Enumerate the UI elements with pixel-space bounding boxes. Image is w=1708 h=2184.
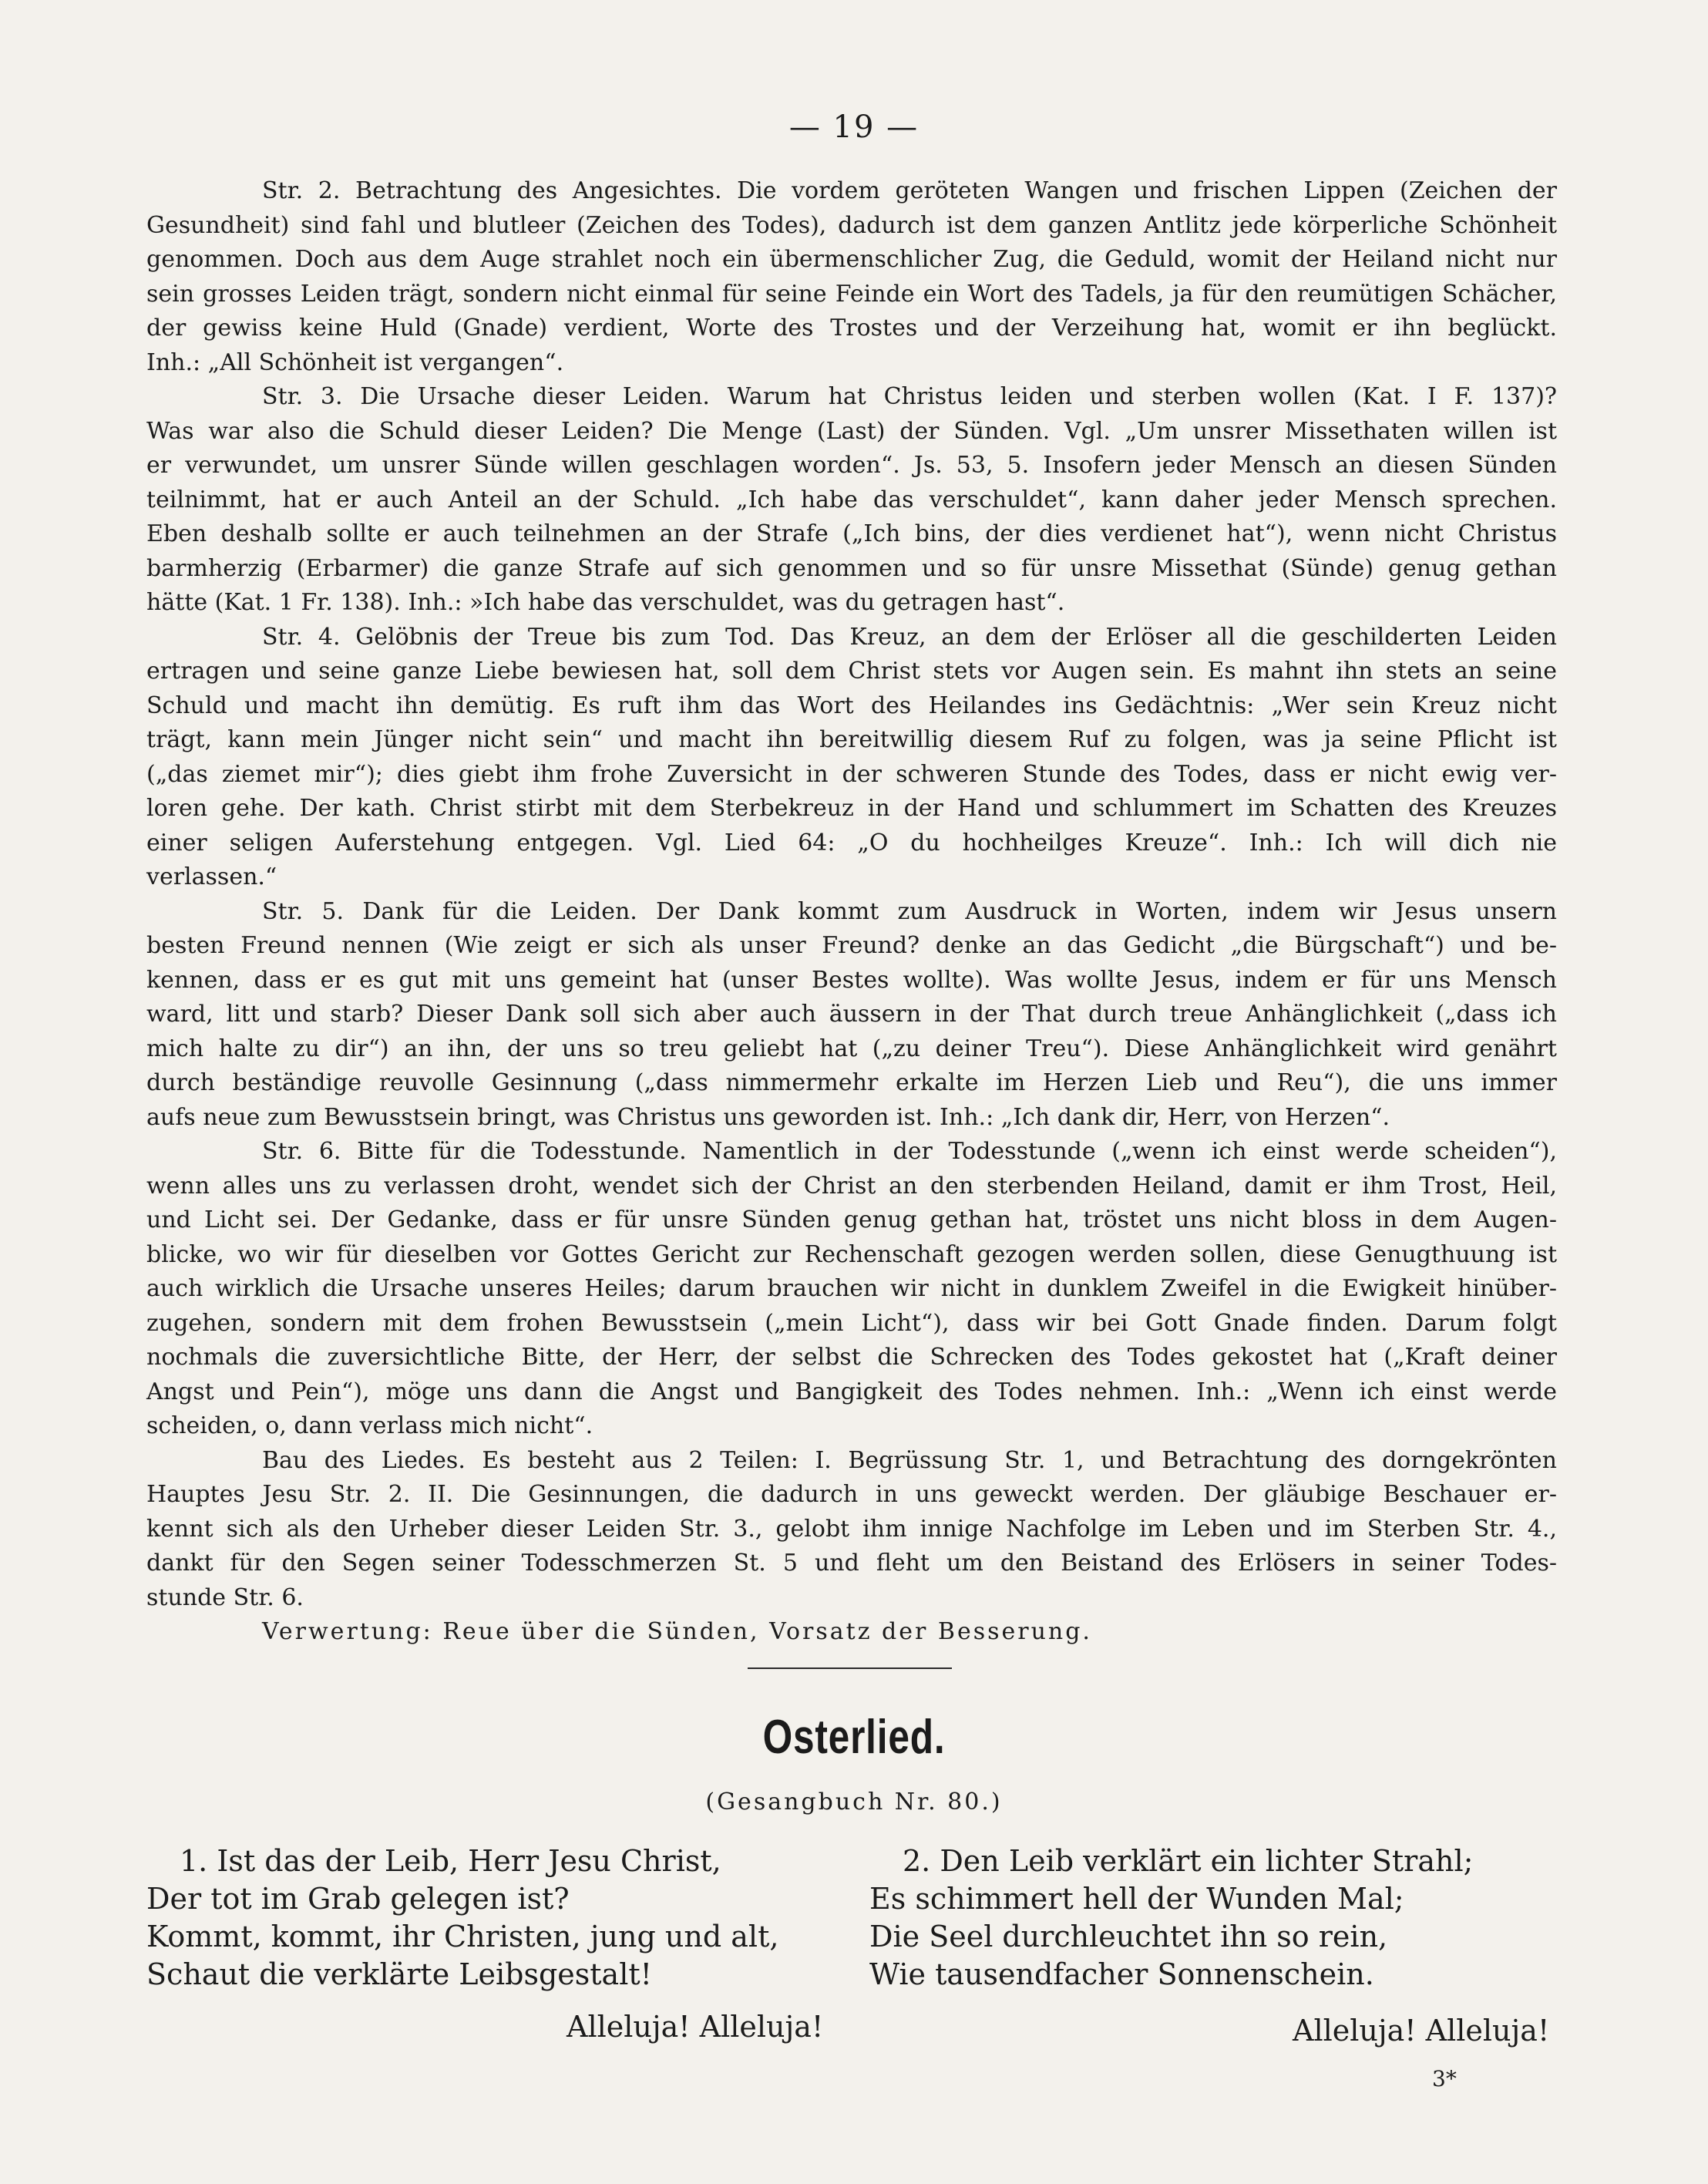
verse-line: Es schimmert hell der Wunden Mal;: [869, 1882, 1404, 1916]
text-line: und Licht sei. Der Gedanke, dass er für unsre Sünden genug gethan hat, tröstet uns nicht bloss in dem Augen-: [146, 1206, 1557, 1233]
text-line: ertragen und seine ganze Liebe bewiesen hat, soll dem Christ stets vor Augen sein. Es mahnt ihn stets an seine: [146, 658, 1557, 685]
section-divider: [748, 1667, 952, 1669]
text-line: genommen. Doch aus dem Auge strahlet noch ein übermenschlicher Zug, die Geduld, womit der Heiland nicht nur: [146, 246, 1557, 273]
text-line: Str. 4. Gelöbnis der Treue bis zum Tod. Das Kreuz, an dem der Erlöser all die geschilderten Leiden: [262, 623, 1557, 651]
text-line: teilnimmt, hat er auch Anteil an der Schuld. „Ich habe das verschuldet“, kann daher jeder Mensch sprechen.: [146, 486, 1557, 513]
hymn-title: Osterlied.: [762, 1711, 946, 1764]
text-line: Gesundheit) sind fahl und blutleer (Zeichen des Todes), dadurch ist dem ganzen Antlitz jede körperliche Schönheit: [146, 211, 1557, 239]
text-line: blicke, wo wir für dieselben vor Gottes Gericht zur Rechenschaft gezogen werden sollen, diese Genugthuung ist: [146, 1240, 1557, 1268]
verse-line: 1. Ist das der Leib, Herr Jesu Christ,: [180, 1844, 721, 1878]
text-line: nochmals die zuversichtliche Bitte, der Herr, der selbst die Schrecken des Todes gekostet hat („Kraft deiner: [146, 1344, 1557, 1371]
text-line: mich halte zu dir“) an ihn, der uns so treu geliebt hat („zu deiner Treu“). Diese Anhänglichkeit wird genährt: [146, 1035, 1557, 1062]
text-line: scheiden, o, dann verlass mich nicht“.: [146, 1412, 593, 1439]
text-line: Hauptes Jesu Str. 2. II. Die Gesinnungen, die dadurch in uns geweckt werden. Der gläubige Beschauer er-: [146, 1481, 1557, 1508]
hymn-refrain-2: Alleluja! Alleluja!: [1293, 2014, 1550, 2048]
text-line: verlassen.“: [146, 863, 277, 890]
text-line: Schuld und macht ihn demütig. Es ruft ihm das Wort des Heilandes ins Gedächtnis: „Wer sein Kreuz nicht: [146, 692, 1557, 719]
hymn-subtitle: (Gesangbuch Nr. 80.): [705, 1789, 1003, 1816]
text-line: trägt, kann mein Jünger nicht sein“ und macht ihn bereitwillig diesem Ruf zu folgen, was ja seine Pflicht ist: [146, 726, 1557, 753]
body-text: [146, 174, 1557, 1650]
text-line: ward, litt und starb? Dieser Dank soll sich aber auch äussern in der That durch treue Anhänglichkeit („dass ich: [146, 1001, 1557, 1028]
page-number: — 19 —: [788, 109, 920, 145]
text-line: Str. 5. Dank für die Leiden. Der Dank kommt zum Ausdruck in Worten, indem wir Jesus unsern: [262, 897, 1557, 925]
verse-line: 2. Den Leib verklärt ein lichter Strahl;: [903, 1844, 1474, 1878]
text-line: auch wirklich die Ursache unseres Heiles; darum brauchen wir nicht in dunklem Zweifel in die Ewigkeit hinüber-: [146, 1275, 1557, 1302]
verse-line: Wie tausendfacher Sonnenschein.: [869, 1957, 1374, 1991]
text-line: Str. 2. Betrachtung des Angesichtes. Die vordem geröteten Wangen und frischen Lippen (Zeichen der: [262, 177, 1557, 204]
text-line: loren gehe. Der kath. Christ stirbt mit dem Sterbekreuz in der Hand und schlummert im Schatten des Kreuzes: [146, 795, 1557, 822]
hymn-verse-2: [869, 1842, 1473, 1994]
hymn-refrain-1: Alleluja! Alleluja!: [567, 2010, 824, 2044]
text-line: („das ziemet mir“); dies giebt ihm frohe Zuversicht in der schweren Stunde des Todes, dass er nicht ewig ver-: [146, 760, 1557, 788]
verse-line: Schaut die verklärte Leibsgestalt!: [146, 1957, 652, 1991]
text-line: Angst und Pein“), möge uns dann die Angst und Bangigkeit des Todes nehmen. Inh.: „Wenn ich einst werde: [146, 1378, 1557, 1405]
hymn-verse-1: [146, 1842, 778, 1994]
verse-line: Die Seel durchleuchtet ihn so rein,: [869, 1920, 1388, 1953]
text-line: Inh.: „All Schönheit ist vergangen“.: [146, 348, 564, 376]
text-line: Bau des Liedes. Es besteht aus 2 Teilen: I. Begrüssung Str. 1, und Betrachtung des dorngekrönten: [262, 1446, 1557, 1474]
text-line: aufs neue zum Bewusstsein bringt, was Christus uns geworden ist. Inh.: „Ich dank dir, Herr, von Herzen“.: [146, 1103, 1390, 1131]
text-line: er verwundet, um unsrer Sünde willen geschlagen worden“. Js. 53, 5. Insofern jeder Mensch an diesen Sünden: [146, 452, 1557, 479]
text-line: wenn alles uns zu verlassen droht, wendet sich der Christ an den sterbenden Heiland, damit er ihm Trost, Heil,: [146, 1172, 1557, 1200]
text-line: sein grosses Leiden trägt, sondern nicht einmal für seine Feinde ein Wort des Tadels, ja für den reumütigen Schächer,: [146, 280, 1557, 308]
text-line: kennen, dass er es gut mit uns gemeint hat (unser Bestes wollte). Was wollte Jesus, indem er für uns Mensch: [146, 966, 1557, 994]
text-line: einer seligen Auferstehung entgegen. Vgl. Lied 64: „O du hochheilges Kreuze“. Inh.: Ich will dich nie: [146, 829, 1557, 856]
text-line: dankt für den Segen seiner Todesschmerzen St. 5 und fleht um den Beistand des Erlösers in seiner Todes-: [146, 1550, 1557, 1577]
text-line: hätte (Kat. 1 Fr. 138). Inh.: »Ich habe das verschuldet, was du getragen hast“.: [146, 589, 1065, 616]
verse-line: Kommt, kommt, ihr Christen, jung und alt,: [146, 1920, 779, 1953]
text-line: zugehen, sondern mit dem frohen Bewusstsein („mein Licht“), dass wir bei Gott Gnade finden. Darum folgt: [146, 1309, 1557, 1337]
text-line: Str. 3. Die Ursache dieser Leiden. Warum hat Christus leiden und sterben wollen (Kat. I F. 137)?: [262, 383, 1557, 410]
text-line: der gewiss keine Huld (Gnade) verdient, Worte des Trostes und der Verzeihung hat, womit er ihn beglückt.: [146, 315, 1557, 342]
text-line: Verwertung: Reue über die Sünden, Vorsatz der Besserung.: [262, 1618, 1092, 1645]
signature-mark: 3*: [1432, 2066, 1457, 2091]
text-line: kennt sich als den Urheber dieser Leiden Str. 3., gelobt ihm innige Nachfolge im Leben und im Sterben Str. 4.,: [146, 1515, 1557, 1543]
text-line: Was war also die Schuld dieser Leiden? Die Menge (Last) der Sünden. Vgl. „Um unsrer Missethaten willen ist: [146, 417, 1557, 445]
text-line: besten Freund nennen (Wie zeigt er sich als unser Freund? denke an das Gedicht „die Bürgschaft“) und be-: [146, 932, 1557, 959]
text-line: Str. 6. Bitte für die Todesstunde. Namentlich in der Todesstunde („wenn ich einst werde scheiden“),: [262, 1138, 1557, 1165]
text-line: stunde Str. 6.: [146, 1583, 304, 1611]
text-line: durch beständige reuvolle Gesinnung („dass nimmermehr erkalte im Herzen Lieb und Reu“), die uns immer: [146, 1069, 1557, 1096]
verse-line: Der tot im Grab gelegen ist?: [146, 1882, 570, 1916]
text-line: barmherzig (Erbarmer) die ganze Strafe auf sich genommen und so für unsre Missethat (Sünde) genug gethan: [146, 554, 1557, 582]
text-line: Eben deshalb sollte er auch teilnehmen an der Strafe („Ich bins, der dies verdienet hat“), wenn nicht Christus: [146, 520, 1557, 547]
